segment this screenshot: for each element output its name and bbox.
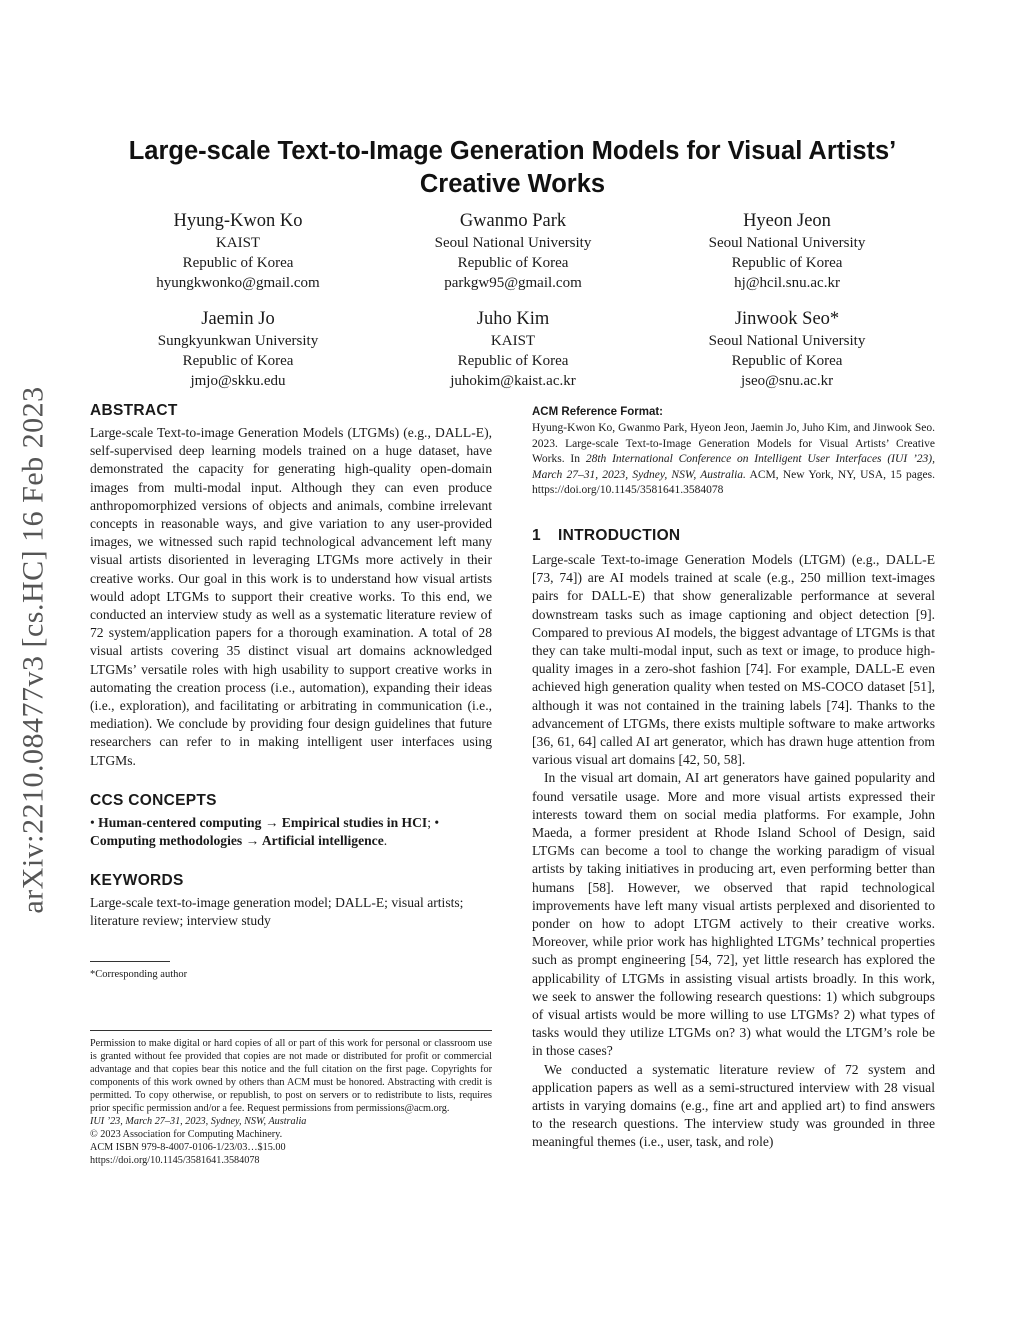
author-block bbox=[108, 308, 368, 391]
abstract-heading: ABSTRACT bbox=[90, 402, 178, 419]
arxiv-identifier-text: arXiv:2210.08477v3 [cs.HC] 16 Feb 2023 bbox=[17, 386, 51, 914]
permission-block bbox=[90, 1030, 492, 1167]
author-email: hyungkwonko@gmail.com bbox=[156, 275, 320, 291]
author-affiliation: Sungkyunkwan University bbox=[157, 333, 319, 349]
doi-link[interactable]: https://doi.org/10.1145/3581641.3584078 bbox=[90, 1155, 260, 1166]
arxiv-identifier bbox=[8, 355, 60, 945]
ccs-separator: ; • bbox=[427, 814, 440, 830]
acm-reference-text bbox=[532, 421, 935, 499]
author-affiliation: Seoul National University bbox=[434, 235, 592, 251]
paragraph: Large-scale Text-to-image Generation Models (LTGM) (e.g., DALL-E [73, 74]) are AI models trained at scale (e.g., 250 million text-images pairs for DALL-E) that show generalizable performance at several downstream tasks such as image captioning and object detection [9]. Compared to previous AI models, the biggest advantage of LTGMs is that they can take multi-modal input, such as text or image, to produce high-quality images in a zero-shot fashion [74]. For example, DALL-E even achieved high generation quality when tested on MS-COCO dataset [51], although it was not contained in the training labels [74]. Thanks to the advancement of LTGMs, there exists multiple software to make artworks [36, 61, 64] called AI art generator, which has drawn huge attention from various visual art domains [42, 50, 58]. bbox=[532, 551, 935, 768]
author-country: Republic of Korea bbox=[731, 255, 843, 271]
author-email: jmjo@skku.edu bbox=[190, 373, 286, 389]
author-country: Republic of Korea bbox=[731, 353, 843, 369]
author-email: parkgw95@gmail.com bbox=[444, 275, 582, 291]
introduction-heading bbox=[532, 527, 935, 545]
venue-line: IUI ’23, March 27–31, 2023, Sydney, NSW, Australia bbox=[90, 1116, 307, 1127]
paper-title: Large-scale Text-to-Image Generation Models for Visual Artists’ Creative Works bbox=[128, 137, 897, 198]
acm-reference-part: ACM, New York, NY, USA, 15 pages. https://doi.org/10.1145/3581641.3584078 bbox=[532, 468, 935, 497]
paragraph: We conducted a systematic literature review of 72 system and application papers as well as a semi-structured interview with 28 visual artists in varying domains (e.g., fine art and applied art) to find answers to the research questions. The interview study was grounded in three meaningful themes (i.e., user, task, and role) bbox=[532, 1061, 935, 1150]
author-affiliation: Seoul National University bbox=[708, 235, 866, 251]
left-column bbox=[90, 402, 492, 982]
acm-reference-heading: ACM Reference Format: bbox=[532, 406, 663, 418]
abstract-text: Large-scale Text-to-image Generation Models (LTGMs) (e.g., DALL-E), self-supervised deep learning models trained on a huge dataset, have demonstrated the capacity for generating high-quality open-domain images from multi-modal input. Although they can even produce anthropomorphized versions of objects and animals, combine irrelevant concepts in reasonable ways, and give variation to any user-provided images, we witnessed such rapid technological advancement left many visual artists disoriented in leveraging LTGMs more actively in their creative works. Our goal in this work is to understand how visual artists would adopt LTGMs to support their creative works. To this end, we conducted an interview study as well as a systematic literature review of 72 system/application papers for a thorough examination. A total of 28 visual artists covering 35 distinct visual art domains acknowledged LTGMs’ versatile roles with high usability to support creative works in automating the creation process (i.e., automation), expanding their ideas (i.e., exploration), and facilitating or arbitrating in communication (i.e., mediation). We conclude by providing four design guidelines that future researchers can refer to in making intelligent user interfaces using LTGMs. bbox=[90, 425, 492, 768]
ccs-item: Human-centered computing → Empirical studies in HCI bbox=[98, 814, 428, 830]
ccs-end: . bbox=[383, 833, 388, 849]
section-number: 1 bbox=[532, 526, 541, 544]
author-country: Republic of Korea bbox=[457, 255, 569, 271]
keywords-text: Large-scale text-to-image generation model; DALL-E; visual artists; literature review; interview study bbox=[90, 895, 464, 929]
author-name: Gwanmo Park bbox=[459, 211, 567, 231]
author-country: Republic of Korea bbox=[182, 353, 294, 369]
author-block bbox=[657, 308, 917, 391]
ccs-bullet: • bbox=[90, 814, 95, 830]
author-affiliation: KAIST bbox=[490, 333, 536, 349]
right-column bbox=[532, 406, 935, 1152]
paragraph: In the visual art domain, AI art generators have gained popularity and found versatile usage. More and more visual artists expressed their interests toward them on social media platforms. For example, John Maeda, a former president at Rhode Island School of Design, said LTGMs can become a tool to change the working paradigm of visual artists by taking initiatives in producing art, even performing better than humans [58]. However, we observed that rapid technological improvements have left many visual artists perplexed and disoriented to ponder on how to adopt LTGM actively to their creative works. Moreover, while prior work has highlighted LTGMs’ technical properties such as prompt engineering [54, 72], yet little research has explored the applicability of LTGMs in assisting visual artists broadly. In this work, we seek to answer the following research questions: 1) which subgroups of visual artists would be more willing to use LTGMs? 2) what types of tasks would they utilize LTGMs on? 3) what would the LTGM’s role be in those cases? bbox=[532, 770, 935, 1059]
footnote: *Corresponding author bbox=[90, 968, 188, 980]
section-title: INTRODUCTION bbox=[558, 526, 681, 544]
author-name: Juho Kim bbox=[476, 309, 550, 329]
ccs-item: Computing methodologies → Artificial intelligence bbox=[90, 833, 384, 849]
author-name: Jinwook Seo* bbox=[734, 309, 840, 329]
acm-reference-part: Hyung-Kwon Ko, Gwanmo Park, Hyeon Jeon, Jaemin Jo, Juho Kim, and Jinwook Seo. 2023. Large-scale Text-to-Image Generation Models for Visual Artists’ Creative Works. In bbox=[532, 422, 935, 466]
ccs-heading: CCS CONCEPTS bbox=[90, 791, 217, 809]
author-name: Hyung-Kwon Ko bbox=[173, 211, 303, 231]
author-block bbox=[383, 210, 643, 293]
author-name: Jaemin Jo bbox=[201, 309, 275, 329]
author-email: juhokim@kaist.ac.kr bbox=[450, 373, 576, 389]
introduction-body bbox=[532, 551, 935, 1152]
footnote-rule bbox=[90, 961, 170, 962]
permission-text: Permission to make digital or hard copies of all or part of this work for personal or classroom use is granted without fee provided that copies are not made or distributed for profit or commercial advantage and that copies bear this notice and the full citation on the first page. Copyrights for components of this work owned by others than ACM must be honored. Abstracting with credit is permitted. To copy otherwise, or republish, to post on servers or to redistribute to lists, requires prior specific permission and/or a fee. Request permissions from permissions@acm.org. bbox=[90, 1038, 492, 1114]
isbn-line: ACM ISBN 979-8-4007-0106-1/23/03…$15.00 bbox=[90, 1142, 286, 1153]
ccs-concepts bbox=[90, 814, 492, 850]
author-block bbox=[108, 210, 368, 293]
keywords-heading: KEYWORDS bbox=[90, 872, 184, 890]
copyright-line: © 2023 Association for Computing Machinery. bbox=[90, 1129, 283, 1140]
author-email: jseo@snu.ac.kr bbox=[740, 373, 834, 389]
author-country: Republic of Korea bbox=[457, 353, 569, 369]
author-name: Hyeon Jeon bbox=[743, 211, 831, 231]
author-affiliation: KAIST bbox=[215, 235, 261, 251]
author-affiliation: Seoul National University bbox=[708, 333, 866, 349]
author-email: hj@hcil.snu.ac.kr bbox=[734, 275, 840, 291]
author-block bbox=[657, 210, 917, 293]
acm-reference-venue: 28th International Conference on Intelligent User Interfaces (IUI ’23), March 27–31, 2023, Sydney, NSW, Australia. bbox=[532, 453, 935, 481]
author-block bbox=[383, 308, 643, 391]
author-country: Republic of Korea bbox=[182, 255, 294, 271]
